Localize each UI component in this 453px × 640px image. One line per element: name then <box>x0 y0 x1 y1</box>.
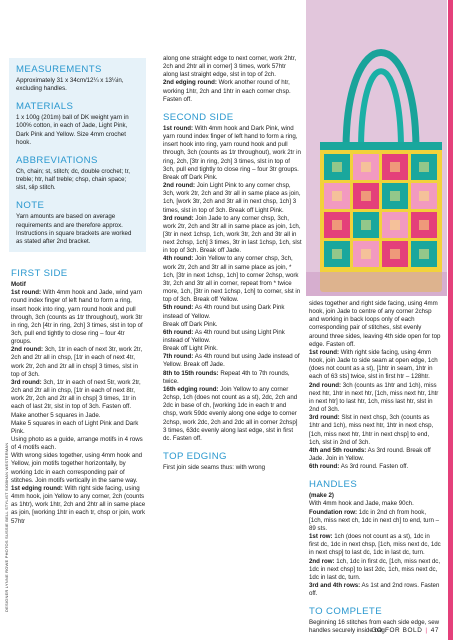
first-side-heading: FIRST SIDE <box>11 268 68 280</box>
footer-separator: | <box>425 627 428 634</box>
instruction-paragraph: Make another 5 squares in Jade. <box>11 411 101 419</box>
instruction-paragraph: along one straight edge to next corner, work 2htr, 2ch and 2htr all in corner] 3 times, work 57htr along last straight edge, slst in top of 2ch. <box>163 55 297 79</box>
instruction-paragraph: Break off Light Pink. <box>163 345 218 353</box>
instruction-paragraph: 3rd round: Join Jade to any corner chsp, 3ch, work 2tr, 2ch and 3tr all in same place as join, 1ch, [3tr in next 1chsp, 1ch, work 3tr, 2ch and 3tr all in next 2chsp, 1ch] 3 times, 3tr in last 1chsp, 1ch, slst in top of 3ch. Break off Jade. <box>163 214 302 255</box>
instruction-paragraph: 2nd round: 3ch (counts as 1htr and 1ch), miss next htr, 1htr in next htr, [1ch, miss next htr, 1htr in next htr] to last htr, 1ch, miss last htr, slst in 2nd of 3ch. <box>309 381 439 414</box>
granny-square-centre <box>332 249 342 259</box>
granny-square-centre <box>390 249 400 259</box>
column-left <box>11 58 146 526</box>
footer-brand: GO FOR BOLD <box>371 627 423 634</box>
to-complete-heading: TO COMPLETE <box>309 606 382 618</box>
granny-square-centre <box>390 162 400 172</box>
instruction-paragraph: 2nd edging round: Work another round of htr, working 1htr, 2ch and 1htr in each corner chsp. Fasten off. <box>163 79 291 103</box>
measurements-heading: MEASUREMENTS <box>16 64 102 75</box>
instruction-paragraph: 7th round: As 4th round but using Jade instead of Yellow. Break off Jade. <box>163 353 300 369</box>
abbreviations-text: Ch, chain; st, stitch; dc, double crochet; tr, treble; htr, half treble; chsp, chain space; slst, slip stitch. <box>16 167 130 192</box>
column-middle <box>163 55 302 472</box>
instruction-paragraph: 2nd row: 1ch, 1dc in first dc, [1ch, miss next dc, 1dc in next chsp] to last 2dc, 1ch, miss next dc, 1dc in last dc, turn. <box>309 557 441 581</box>
materials-heading: MATERIALS <box>16 101 74 113</box>
bag-photo <box>306 0 447 296</box>
granny-square-centre <box>390 220 400 230</box>
granny-square-centre <box>390 191 400 201</box>
instruction-paragraph: Break off Dark Pink. <box>163 320 218 328</box>
instruction-paragraph: Beginning 16 stitches from each side edge, sew handles securely inside bag. <box>309 619 440 635</box>
granny-square-centre <box>332 191 342 201</box>
instruction-paragraph: With 4mm hook and Jade, make 90ch. <box>309 500 414 508</box>
instruction-paragraph: 4th and 5th rounds: As 3rd round. Break off Jade. Join in Yellow. <box>309 446 431 462</box>
instruction-paragraph: 1st round: With 4mm hook and Dark Pink, wind yarn round index finger of left hand to form a ring, insert hook into ring, yarn round hook and pull through, 3ch (counts as 1tr throughout), work 2tr in ring, 2ch, [3tr in ring, 2ch] 3 times, slst in top of 3ch, pull end tightly to close ring – four 3tr groups. Break off Dark Pink. <box>163 124 301 181</box>
instruction-paragraph: 6th round: As 3rd round. Fasten off. <box>309 463 409 471</box>
instruction-paragraph: 1st row: 1ch (does not count as a st), 1dc in first dc, 1dc in next chsp, [1ch, miss next dc, 1dc in next chsp] to last dc, 1dc in last dc, turn. <box>309 533 441 557</box>
page-edge-accent <box>448 0 453 640</box>
instruction-paragraph: 4th round: Join Yellow to any corner chsp, 3ch, work 2tr, 2ch and 3tr all in same place as join, * 1ch, [3tr in next 1chsp, 1ch] to corner 2chsp, work 3tr, 2ch and 3tr all in corner, repeat from * twice more, 1ch, [3tr in next 1chsp, 1ch] to corner, slst in top of 3ch. Break off Yellow. <box>163 255 301 304</box>
granny-square-centre <box>419 191 429 201</box>
instruction-paragraph: 1st edging round: With right side facing, using 4mm hook, join Yellow to any corner, 2ch (counts as 1htr), work 1htr, 2ch and 2htr all in same place as join, [working 1htr in each tr, chsp or join, work 57htr <box>11 484 146 525</box>
top-edging-heading: TOP EDGING <box>163 451 227 463</box>
instruction-paragraph: 1st round: With right side facing, using 4mm hook, join Jade to side seam at open edge, 1ch (does not count as a st), [1htr in seam, 1htr in each of 63 sts] twice, slst in first htr – 128htr. <box>309 348 438 381</box>
instruction-paragraph: 2nd round: Join Light Pink to any corner chsp, 3ch, work 2tr, 2ch and 3tr all in same place as join, 1ch, [work 3tr, 2ch and 3tr all in next chsp, 1ch] 3 times, slst in top of 3ch. Break off Light Pink. <box>163 182 301 214</box>
granny-square-centre <box>332 162 342 172</box>
page-number: 47 <box>430 627 439 634</box>
instruction-paragraph: 6th round: As 4th round but using Light Pink instead of Yellow. <box>163 328 285 344</box>
instruction-paragraph: 5th round: As 4th round but using Dark Pink instead of Yellow. <box>163 304 285 320</box>
instruction-paragraph: 16th edging round: Join Yellow to any corner 2chsp, 1ch (does not count as a st), 2dc, 2ch and 2dc in base of ch, [working 1dc in each tr and chsp, work 59dc evenly along one edge to corner 2chsp, work 2dc, 2ch and 2dc all in corner 2chsp] 3 times, 63dc evenly along last edge, slst in first dc. Fasten off. <box>163 385 298 442</box>
granny-square-centre <box>361 249 371 259</box>
instruction-paragraph: First join side seams thus: with wrong <box>163 464 266 472</box>
instruction-paragraph: 3rd and 4th rows: As 1st and 2nd rows. Fasten off. <box>309 582 440 598</box>
measurements-text: Approximately 31 x 34cm/12¼ x 13¼in, excluding handles. <box>16 77 124 93</box>
instruction-paragraph: 1st round: With 4mm hook and Jade, wind yarn round index finger of left hand to form a ring, insert hook into ring, yarn round hook and pull through, 3ch (counts as 1tr throughout), work 3tr in ring, 2ch [4tr in ring, 2ch] 3 times, slst in top of 3ch, pull end tightly to close ring – four 4tr groups. <box>11 289 143 346</box>
granny-square-centre <box>361 162 371 172</box>
instruction-paragraph: Make 5 squares in each of Light Pink and Dark Pink. <box>11 419 139 435</box>
column-right <box>309 300 441 636</box>
granny-square-centre <box>361 220 371 230</box>
granny-square-centre <box>419 249 429 259</box>
instruction-paragraph: Using photo as a guide, arrange motifs in 4 rows of 4 motifs each. <box>11 436 143 452</box>
instruction-paragraph: sides together and right side facing, using 4mm hook, join Jade to centre of any corner 2chsp and working in back loops only of each corresponding pair of stitches, slst evenly around three sides, leaving 4th side open for top edge. Fasten off. <box>309 300 441 348</box>
second-side-heading: SECOND SIDE <box>163 111 234 123</box>
info-box <box>9 58 146 252</box>
granny-square-centre <box>419 220 429 230</box>
note-heading: NOTE <box>16 200 45 212</box>
instruction-paragraph: With wrong sides together, using 4mm hook and Yellow, join motifs together horizontally, by working 1dc in each corresponding pair of stitches. Join motifs vertically in the same way. <box>11 452 143 484</box>
materials-text: 1 x 100g (201m) ball of DK weight yarn in 100% cotton, in each of Jade, Light Pink, Dark Pink and Yellow. Size 4mm crochet hook. <box>16 114 129 146</box>
handles-heading: HANDLES <box>309 479 358 491</box>
instruction-paragraph: Foundation row: 1dc in 2nd ch from hook, [1ch, miss next ch, 1dc in next ch] to end, turn – 89 sts. <box>309 508 440 532</box>
note-text: Yarn amounts are based on average requirements and are therefore approx. Instructions in square brackets are worked as stated after 2nd bracket. <box>16 213 132 245</box>
granny-square-centre <box>332 220 342 230</box>
instruction-paragraph: 8th to 15th rounds: Repeat 4th to 7th rounds, twice. <box>163 369 290 385</box>
instruction-paragraph: 3rd round: Slst in next chsp, 3ch (counts as 1htr and 1ch), miss next htr, 1htr in next chsp, [1ch, miss next htr, 1htr in next chsp] to end, 1ch, slst in 2nd of 3ch. <box>309 414 434 446</box>
instruction-paragraph: (make 2) <box>309 492 334 500</box>
crochet-bag-illustration <box>306 0 447 296</box>
page-footer <box>371 627 439 634</box>
motif-subheading: Motif <box>11 281 26 289</box>
photo-credits: DESIGNER LYNNE ROWE PHOTOS SUSSIE BELL STYLIST SIOBHAN WESTERMAN <box>4 442 9 612</box>
granny-square-centre <box>361 191 371 201</box>
instruction-paragraph: 3rd round: 3ch, 1tr in each of next 5tr, work 2tr, 2ch and 2tr all in chsp, [1tr in each of next 8tr, work 2tr, 2ch and 2tr all in chsp] 3 times, 1tr in each of last 2tr, slst in top of 3ch. Fasten off. <box>11 378 141 411</box>
abbreviations-heading: ABBREVIATIONS <box>16 154 98 166</box>
granny-square-centre <box>419 162 429 172</box>
instruction-paragraph: 2nd round: 3ch, 1tr in each of next 3tr, work 2tr, 2ch and 2tr all in chsp, [1tr in each of next 4tr, work 2tr, 2ch and 2tr all in chsp] 3 times, slst in top of 3ch. <box>11 346 143 378</box>
